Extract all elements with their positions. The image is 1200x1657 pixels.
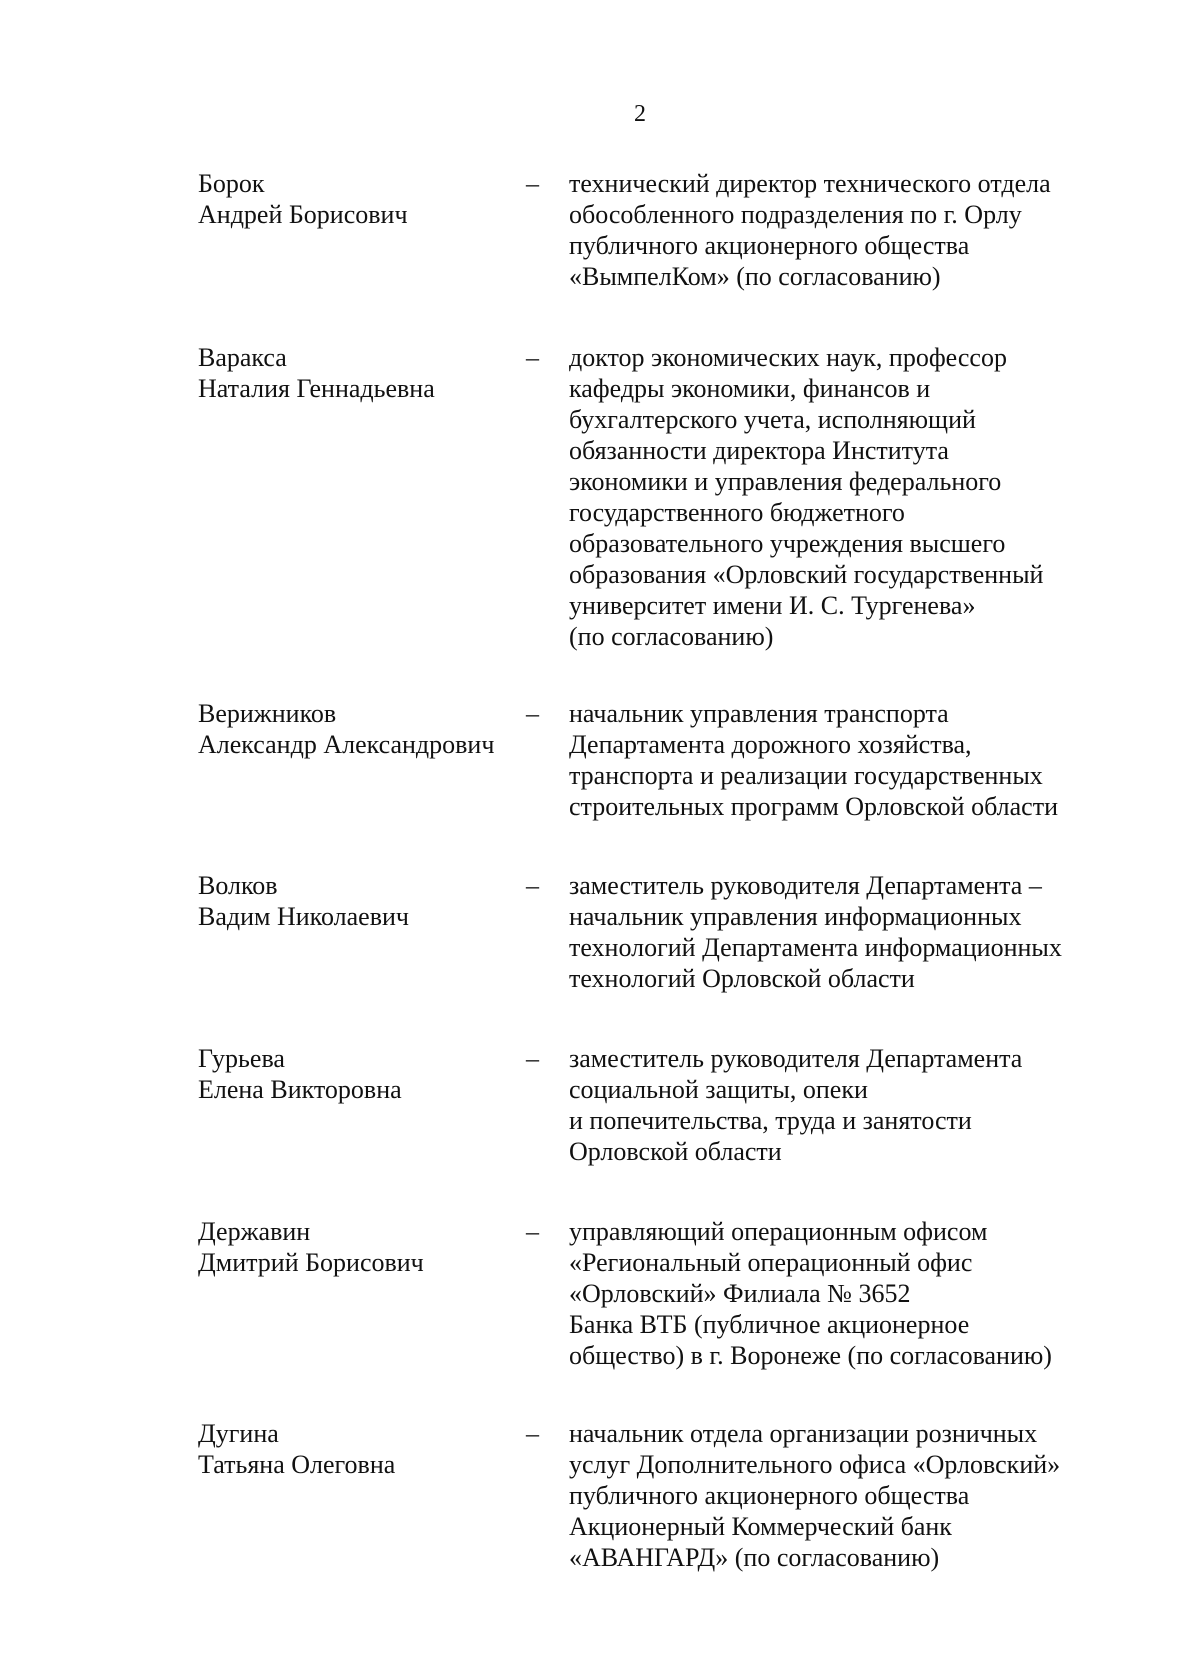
- position-line: (по согласованию): [569, 622, 774, 651]
- page-number: 2: [634, 101, 646, 127]
- dash-separator: –: [526, 699, 539, 728]
- position-line: заместитель руководителя Департамента: [569, 1044, 1023, 1073]
- dash-separator: –: [526, 1217, 539, 1246]
- position-line: доктор экономических наук, профессор: [569, 343, 1007, 372]
- position-line: управляющий операционным офисом: [569, 1217, 988, 1246]
- member-surname: Гурьева: [198, 1044, 285, 1073]
- position-line: начальник управления информационных: [569, 902, 1022, 931]
- position-line: строительных программ Орловской области: [569, 792, 1058, 821]
- member-position: [569, 1216, 1109, 1371]
- member-given-names: Татьяна Олеговна: [198, 1450, 396, 1479]
- member-given-names: Елена Викторовна: [198, 1075, 402, 1104]
- member-position: [569, 1418, 1109, 1573]
- position-line: и попечительства, труда и занятости: [569, 1106, 972, 1135]
- position-line: социальной защиты, опеки: [569, 1075, 868, 1104]
- position-line: «Орловский» Филиала № 3652: [569, 1279, 911, 1308]
- member-surname: Державин: [198, 1217, 311, 1246]
- position-line: публичного акционерного общества: [569, 1481, 970, 1510]
- member-position: [569, 698, 1109, 822]
- position-line: технологий Департамента информационных: [569, 933, 1062, 962]
- member-name: [198, 1216, 518, 1278]
- dash-separator: –: [526, 1044, 539, 1073]
- position-line: публичного акционерного общества: [569, 231, 970, 260]
- position-line: кафедры экономики, финансов и: [569, 374, 931, 403]
- member-name: [198, 168, 518, 230]
- member-given-names: Александр Александрович: [198, 730, 495, 759]
- position-line: государственного бюджетного: [569, 498, 905, 527]
- position-line: начальник управления транспорта: [569, 699, 949, 728]
- position-line: общество) в г. Воронеже (по согласованию): [569, 1341, 1052, 1370]
- position-line: «АВАНГАРД» (по согласованию): [569, 1543, 940, 1572]
- position-line: «ВымпелКом» (по согласованию): [569, 262, 941, 291]
- position-line: транспорта и реализации государственных: [569, 761, 1043, 790]
- position-line: бухгалтерского учета, исполняющий: [569, 405, 976, 434]
- member-position: [569, 870, 1109, 994]
- member-position: [569, 168, 1109, 292]
- position-line: обязанности директора Института: [569, 436, 949, 465]
- member-surname: Волков: [198, 871, 278, 900]
- position-line: заместитель руководителя Департамента –: [569, 871, 1042, 900]
- member-given-names: Андрей Борисович: [198, 200, 408, 229]
- position-line: Орловской области: [569, 1137, 782, 1166]
- position-line: услуг Дополнительного офиса «Орловский»: [569, 1450, 1061, 1479]
- dash-separator: –: [526, 169, 539, 198]
- position-line: образовательного учреждения высшего: [569, 529, 1006, 558]
- position-line: технический директор технического отдела: [569, 169, 1051, 198]
- position-line: «Региональный операционный офис: [569, 1248, 973, 1277]
- member-surname: Варакса: [198, 343, 287, 372]
- dash-separator: –: [526, 871, 539, 900]
- position-line: начальник отдела организации розничных: [569, 1419, 1038, 1448]
- member-given-names: Дмитрий Борисович: [198, 1248, 424, 1277]
- position-line: Банка ВТБ (публичное акционерное: [569, 1310, 970, 1339]
- position-line: технологий Орловской области: [569, 964, 915, 993]
- member-surname: Борок: [198, 169, 265, 198]
- member-surname: Верижников: [198, 699, 337, 728]
- position-line: Департамента дорожного хозяйства,: [569, 730, 972, 759]
- position-line: образования «Орловский государственный: [569, 560, 1044, 589]
- member-name: [198, 870, 518, 932]
- member-name: [198, 1043, 518, 1105]
- member-name: [198, 1418, 518, 1480]
- position-line: университет имени И. С. Тургенева»: [569, 591, 976, 620]
- member-name: [198, 698, 518, 760]
- position-line: Акционерный Коммерческий банк: [569, 1512, 952, 1541]
- position-line: обособленного подразделения по г. Орлу: [569, 200, 1022, 229]
- member-given-names: Вадим Николаевич: [198, 902, 409, 931]
- member-surname: Дугина: [198, 1419, 279, 1448]
- member-position: [569, 342, 1109, 652]
- member-position: [569, 1043, 1109, 1167]
- dash-separator: –: [526, 343, 539, 372]
- dash-separator: –: [526, 1419, 539, 1448]
- member-given-names: Наталия Геннадьевна: [198, 374, 435, 403]
- position-line: экономики и управления федерального: [569, 467, 1002, 496]
- member-name: [198, 342, 518, 404]
